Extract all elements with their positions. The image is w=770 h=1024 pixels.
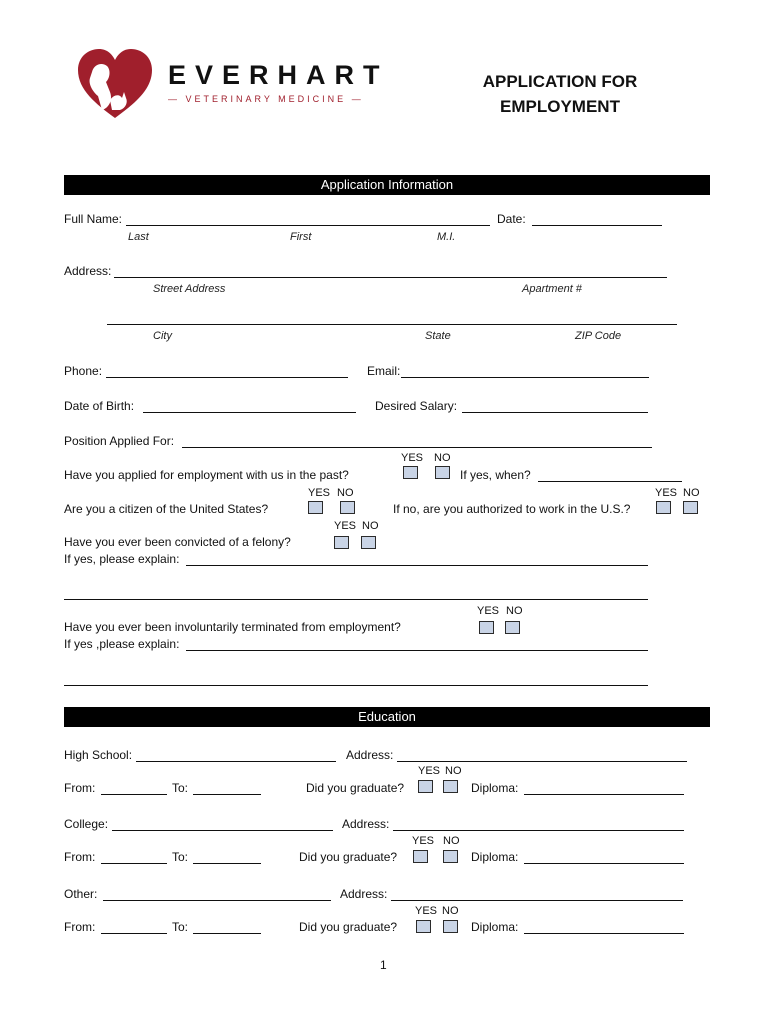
other-diploma-field[interactable] — [524, 933, 684, 934]
high-school-field[interactable] — [136, 761, 336, 762]
yes-label: YES — [418, 765, 441, 777]
no-label: NO — [506, 605, 523, 617]
other-graduate-yes-checkbox[interactable] — [416, 920, 431, 933]
college-address-field[interactable] — [393, 830, 684, 831]
college-diploma-field[interactable] — [524, 863, 684, 864]
felony-no-checkbox[interactable] — [361, 536, 376, 549]
other-address-label: Address: — [340, 887, 388, 901]
zip-caption: ZIP Code — [575, 330, 622, 342]
high-school-graduate-yes-checkbox[interactable] — [418, 780, 433, 793]
yes-label: YES — [308, 487, 331, 499]
other-from-label: From: — [64, 920, 96, 934]
phone-field[interactable] — [106, 377, 348, 378]
heart-logo-icon — [76, 48, 154, 120]
college-graduate-yes-checkbox[interactable] — [413, 850, 428, 863]
high-school-graduate-label: Did you graduate? — [306, 781, 405, 795]
form-title-line2: EMPLOYMENT — [500, 97, 620, 116]
if-yes-when-label: If yes, when? — [460, 468, 531, 482]
felony-explain-field[interactable] — [186, 565, 648, 566]
citizen-yes-checkbox[interactable] — [308, 501, 323, 514]
felony-explain-label: If yes, please explain: — [64, 552, 180, 566]
no-label: NO — [442, 905, 459, 917]
section-header-application-information: Application Information — [64, 175, 710, 195]
position-field[interactable] — [182, 447, 652, 448]
applied-before-question: Have you applied for employment with us in the past? — [64, 468, 349, 482]
no-label: NO — [362, 520, 379, 532]
terminated-explain-field[interactable] — [186, 650, 648, 651]
first-name-caption: First — [290, 231, 312, 243]
other-to-label: To: — [172, 920, 189, 934]
college-diploma-label: Diploma: — [471, 850, 519, 864]
yes-label: YES — [401, 452, 424, 464]
other-diploma-label: Diploma: — [471, 920, 519, 934]
college-from-label: From: — [64, 850, 96, 864]
state-caption: State — [425, 330, 451, 342]
college-graduate-no-checkbox[interactable] — [443, 850, 458, 863]
authorized-yes-checkbox[interactable] — [656, 501, 671, 514]
felony-yes-checkbox[interactable] — [334, 536, 349, 549]
high-school-graduate-no-checkbox[interactable] — [443, 780, 458, 793]
other-graduate-no-checkbox[interactable] — [443, 920, 458, 933]
no-label: NO — [445, 765, 462, 777]
no-label: NO — [683, 487, 700, 499]
city-caption: City — [153, 330, 172, 342]
other-field[interactable] — [103, 900, 331, 901]
felony-explain-field-line2[interactable] — [64, 599, 648, 600]
phone-label: Phone: — [64, 364, 103, 378]
high-school-to-field[interactable] — [193, 794, 261, 795]
other-from-field[interactable] — [101, 933, 167, 934]
high-school-from-label: From: — [64, 781, 96, 795]
desired-salary-label: Desired Salary: — [375, 399, 458, 413]
authorized-no-checkbox[interactable] — [683, 501, 698, 514]
terminated-no-checkbox[interactable] — [505, 621, 520, 634]
high-school-label: High School: — [64, 748, 133, 762]
other-label: Other: — [64, 887, 98, 901]
terminated-explain-label: If yes ,please explain: — [64, 637, 180, 651]
yes-label: YES — [334, 520, 357, 532]
date-label: Date: — [497, 212, 526, 226]
college-graduate-label: Did you graduate? — [299, 850, 398, 864]
high-school-address-label: Address: — [346, 748, 394, 762]
authorized-question: If no, are you authorized to work in the U.S.? — [393, 502, 631, 516]
full-name-label: Full Name: — [64, 212, 123, 226]
college-label: College: — [64, 817, 109, 831]
applied-before-yes-checkbox[interactable] — [403, 466, 418, 479]
yes-label: YES — [655, 487, 678, 499]
other-address-field[interactable] — [391, 900, 683, 901]
yes-label: YES — [412, 835, 435, 847]
terminated-yes-checkbox[interactable] — [479, 621, 494, 634]
college-from-field[interactable] — [101, 863, 167, 864]
high-school-diploma-label: Diploma: — [471, 781, 519, 795]
yes-label: YES — [477, 605, 500, 617]
email-label: Email: — [367, 364, 401, 378]
city-state-zip-field[interactable] — [107, 324, 677, 325]
high-school-to-label: To: — [172, 781, 189, 795]
high-school-diploma-field[interactable] — [524, 794, 684, 795]
brand-tagline: — VETERINARY MEDICINE — — [168, 94, 364, 104]
last-name-caption: Last — [128, 231, 149, 243]
felony-question: Have you ever been convicted of a felony? — [64, 535, 291, 549]
no-label: NO — [434, 452, 451, 464]
citizen-no-checkbox[interactable] — [340, 501, 355, 514]
street-address-caption: Street Address — [153, 283, 226, 295]
no-label: NO — [443, 835, 460, 847]
page-number: 1 — [380, 958, 387, 972]
form-title-line1: APPLICATION FOR — [482, 72, 638, 91]
citizen-question: Are you a citizen of the United States? — [64, 502, 269, 516]
email-field[interactable] — [401, 377, 649, 378]
college-to-field[interactable] — [193, 863, 261, 864]
dob-label: Date of Birth: — [64, 399, 135, 413]
middle-initial-caption: M.I. — [437, 231, 456, 243]
no-label: NO — [337, 487, 354, 499]
apartment-caption: Apartment # — [522, 283, 582, 295]
college-address-label: Address: — [342, 817, 390, 831]
section-header-education: Education — [64, 707, 710, 727]
brand-name: EVERHART — [168, 60, 389, 90]
yes-label: YES — [415, 905, 438, 917]
college-field[interactable] — [112, 830, 333, 831]
full-name-field[interactable] — [126, 225, 490, 226]
desired-salary-field[interactable] — [462, 412, 648, 413]
other-to-field[interactable] — [193, 933, 261, 934]
college-to-label: To: — [172, 850, 189, 864]
dob-field[interactable] — [143, 412, 356, 413]
date-field[interactable] — [532, 225, 662, 226]
high-school-from-field[interactable] — [101, 794, 167, 795]
high-school-address-field[interactable] — [397, 761, 687, 762]
street-address-field[interactable] — [114, 277, 667, 278]
if-yes-when-field[interactable] — [538, 481, 682, 482]
position-label: Position Applied For: — [64, 434, 175, 448]
terminated-question: Have you ever been involuntarily terminated from employment? — [64, 620, 401, 634]
applied-before-no-checkbox[interactable] — [435, 466, 450, 479]
other-graduate-label: Did you graduate? — [299, 920, 398, 934]
terminated-explain-field-line2[interactable] — [64, 685, 648, 686]
address-label: Address: — [64, 264, 112, 278]
